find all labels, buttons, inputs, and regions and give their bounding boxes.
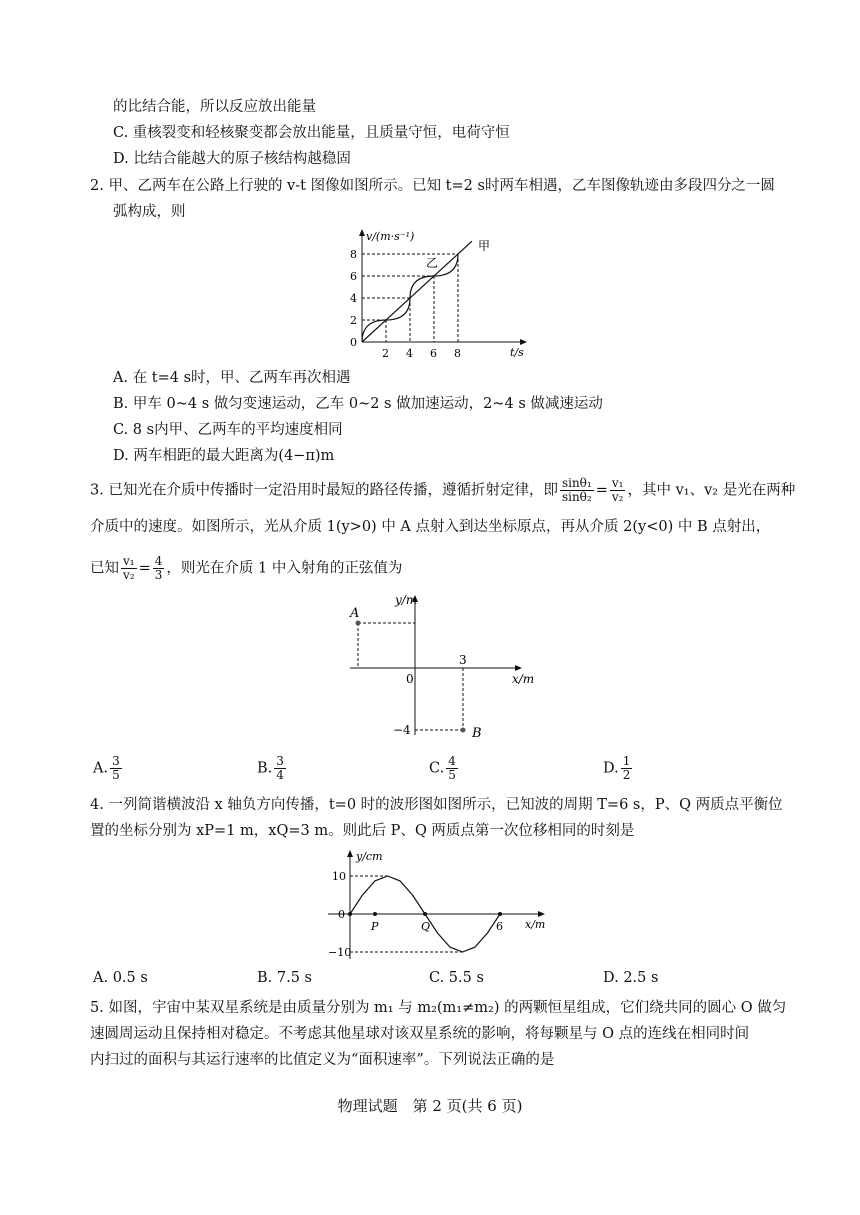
question-3-stem: 介质中的速度。如图所示，光从介质 1(y>0) 中 A 点射入到达坐标原点，再从介质 2(y<0) 中 B 点射出， [90,519,771,535]
series-jia-label: 甲 [478,239,491,253]
question-2-option-b: B. 甲车 0~4 s 做匀变速运动，乙车 0~2 s 做加速运动，2~4 s 做减速运动 [113,396,603,412]
x-tick-label: P [371,920,379,933]
question-2-stem: 2. 甲、乙两车在公路上行驶的 v-t 图像如图所示。已知 t=2 s时两车相遇，乙车图像轨迹由多段四分之一圆 [90,178,775,194]
given-ratio-fraction: $\frac{\text{v₁}}{\text{v₂}}$ [123,554,135,582]
question-3-option-b: B. $\frac{3}{4}$ [257,754,284,782]
question-4-option-d: D. 2.5 s [603,970,659,986]
question-3-stem: 已知 $\frac{\text{v₁}}{\text{v₂}}$ = $\frac{4}{3}$ ，则光在介质 1 中入射角的正弦值为 [90,554,403,582]
y-axis-arrow [347,850,353,857]
x-axis-label: t/s [510,346,524,359]
question-3-option-d: D. $\frac{1}{2}$ [603,754,631,782]
y-tick-label: 10 [332,870,346,883]
sin-ratio-fraction: $\frac{\text{sinθ₁}}{\text{sinθ₂}}$ [561,476,592,504]
origin-label: 0 [406,672,414,686]
series-yi-label: 乙 [426,256,439,270]
question-4-option-a: A. 0.5 s [93,970,148,986]
x-tick-label: 8 [454,347,461,360]
x-tick-label: 4 [406,347,413,360]
question-5-stem: 速圆周运动且保持相对稳定。不考虑其他星球对该双星系统的影响，将每颗星与 O 点的连线在相同时间 [90,1026,750,1042]
y-tick-label: 8 [350,248,357,261]
question-4-stem: 4. 一列简谐横波沿 x 轴负方向传播，t=0 时的波形图如图所示，已知波的周期 T=6 s，P、Q 两质点平衡位 [90,797,783,813]
x-axis-label: x/m [525,918,546,931]
text-line: D. 比结合能越大的原子核结构越稳固 [113,151,351,167]
given-value-fraction: $\frac{4}{3}$ [154,554,163,582]
velocity-ratio-fraction: $\frac{\text{v₁}}{\text{v₂}}$ [611,476,624,504]
x-axis-arrow [520,339,527,345]
q3-coordinate-figure [330,590,550,740]
x-tick-label: 6 [496,920,503,933]
x-axis-label: x/m [512,672,535,686]
page-footer: 物理试题 第 2 页(共 6 页) [337,1097,523,1115]
x-axis-arrow [538,911,545,917]
y-tick-label: −4 [393,723,411,737]
q4-wave-chart [320,847,560,965]
question-2-option-d: D. 两车相距的最大距离为(4−π)m [113,448,335,464]
question-3-stem: 3. 已知光在介质中传播时一定沿用时最短的路径传播，遵循折射定律，即 $\frac{\text{sinθ₁}}{\text{sinθ₂}}$ = $\frac{\text{v₁}}{\text{v₂}}$ ，其中 v₁、v₂ 是光在两种 [90,476,796,504]
point-a-label: A [350,606,360,621]
question-3-option-a: A. $\frac{3}{5}$ [93,754,120,782]
y-axis-arrow [359,229,365,236]
question-4-option-c: C. 5.5 s [429,970,484,986]
origin-label: 0 [350,336,357,349]
y-tick-label: 2 [350,314,357,327]
question-5-stem: 5. 如图，宇宙中某双星系统是由质量分别为 m₁ 与 m₂(m₁≠m₂) 的两颗恒星组成，它们绕共同的圆心 O 做匀 [90,1000,787,1016]
y-tick-label: 6 [350,270,357,283]
text-line: 的比结合能，所以反应放出能量 [113,99,316,115]
series-jia-line [362,241,472,342]
question-4-stem: 置的坐标分别为 xP=1 m，xQ=3 m。则此后 P、Q 两质点第一次位移相同的时刻是 [90,823,635,839]
question-5-stem: 内扫过的面积与其运行速率的比值定义为“面积速率”。下列说法正确的是 [90,1052,555,1068]
y-axis-label: y/cm [356,850,383,863]
x-tick-label: 2 [382,347,389,360]
y-axis-label: v/(m·s⁻¹) [366,230,415,243]
x-tick-label: 6 [430,347,437,360]
q2-vt-chart [320,228,540,363]
question-2-stem: 弧构成，则 [113,204,186,220]
point-b-label: B [472,726,482,740]
question-2-option-c: C. 8 s内甲、乙两车的平均速度相同 [113,422,343,438]
x-marker [373,912,377,916]
question-3-option-c: C. $\frac{4}{5}$ [429,754,456,782]
x-tick-label: 3 [459,653,467,667]
x-tick-label: Q [421,920,431,933]
text-line: C. 重核裂变和轻核聚变都会放出能量，且质量守恒，电荷守恒 [113,125,510,141]
question-2-option-a: A. 在 t=4 s时，甲、乙两车再次相遇 [113,370,351,386]
y-tick-label: 0 [338,908,345,921]
y-tick-label: −10 [328,946,352,959]
y-axis-label: y/m [395,593,418,607]
question-4-option-b: B. 7.5 s [257,970,312,986]
y-tick-label: 4 [350,292,357,305]
